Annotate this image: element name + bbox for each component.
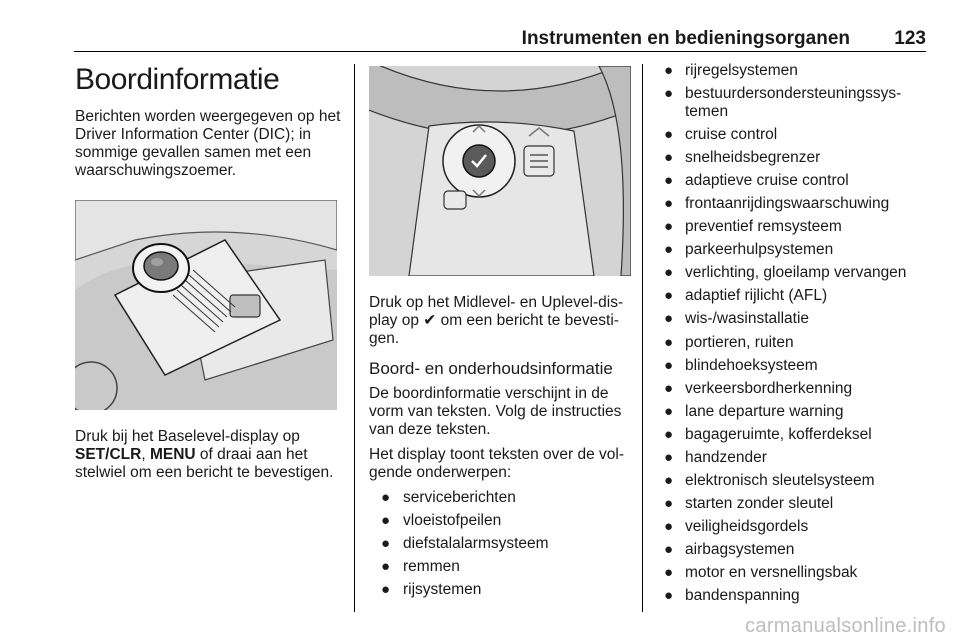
list-item: ● frontaanrijdingswaarschuwing <box>664 195 890 213</box>
list-item: ● rijsystemen <box>381 581 482 599</box>
column-right <box>662 62 932 610</box>
bullet-icon: ● <box>664 218 674 236</box>
list-item: ● parkeerhulpsystemen <box>664 241 834 259</box>
bullet-icon: ● <box>664 448 674 466</box>
bullet-icon: ● <box>664 264 674 282</box>
bullet-icon: ● <box>664 62 674 79</box>
bullet-icon: ● <box>664 195 674 213</box>
topic-list-middle <box>369 489 633 599</box>
intro-paragraph: Berichten worden weergegeven op het Driver Information Center (DIC); in sommige gevallen samen met een waarschuwingszoemer. <box>75 108 341 179</box>
bullet-icon: ● <box>664 85 674 103</box>
column-left <box>75 62 343 489</box>
list-item: ● bestuurdersondersteuningssystemen <box>664 85 902 121</box>
header-title: Instrumenten en bedieningsorganen <box>521 28 850 49</box>
bullet-icon: ● <box>664 172 674 190</box>
list-item: ● wis-/wasinstallatie <box>664 310 810 328</box>
list-item: ● rijregelsystemen <box>664 62 798 79</box>
section-title: Boordinformatie <box>75 63 280 96</box>
bullet-icon: ● <box>664 471 674 489</box>
list-item: ● cruise control <box>664 126 778 144</box>
baselevel-caption: Druk bij het Baselevel-display op SET/CLR, MENU of draai aan het stelwiel om een bericht te bevestigen. <box>75 428 334 481</box>
page-number: 123 <box>894 28 926 49</box>
list-item: ● diefstalalarmsysteem <box>381 535 549 553</box>
bullet-icon: ● <box>381 558 391 576</box>
bullet-icon: ● <box>664 241 674 259</box>
bullet-icon: ● <box>664 356 674 374</box>
bullet-icon: ● <box>381 512 391 530</box>
subsection-title: Boord- en onderhoudsinformatie <box>369 359 613 378</box>
bullet-icon: ● <box>664 126 674 144</box>
bullet-icon: ● <box>664 587 674 605</box>
list-item: ● handzender <box>664 448 767 466</box>
list-item: ● adaptieve cruise control <box>664 172 849 190</box>
steering-wheel-illustration <box>369 66 631 276</box>
bullet-icon: ● <box>381 535 391 553</box>
bullet-icon: ● <box>664 149 674 167</box>
bullet-icon: ● <box>664 425 674 443</box>
set-clr-key: SET/CLR <box>75 446 142 463</box>
list-item: ● portieren, ruiten <box>664 333 794 351</box>
list-item: ● airbagsystemen <box>664 540 795 558</box>
list-item: ● serviceberichten <box>381 489 516 506</box>
bullet-icon: ● <box>664 333 674 351</box>
list-item: ● adaptief rijlicht (AFL) <box>664 287 828 305</box>
bullet-icon: ● <box>381 489 391 506</box>
column-divider <box>354 64 355 612</box>
uplevel-caption: Druk op het Midlevel- en Uplevel-display op ✔ om een bericht te bevestigen. <box>369 294 624 347</box>
column-middle <box>369 62 633 604</box>
bullet-icon: ● <box>664 402 674 420</box>
stalk-illustration <box>75 200 337 410</box>
list-item: ● preventief remsysteem <box>664 218 842 236</box>
list-item: ● bandenspanning <box>664 587 800 605</box>
column-divider <box>642 64 643 612</box>
list-item: ● snelheidsbegrenzer <box>664 149 821 167</box>
bullet-icon: ● <box>664 517 674 535</box>
list-item: ● verkeersbordherkenning <box>664 379 853 397</box>
list-item: ● blindehoeksysteem <box>664 356 818 374</box>
menu-key: MENU <box>149 446 196 463</box>
bullet-icon: ● <box>664 540 674 558</box>
list-item: ● verlichting, gloeilamp vervangen <box>664 264 907 282</box>
list-item: ● veiligheidsgordels <box>664 517 809 535</box>
bullet-icon: ● <box>664 310 674 328</box>
list-item: ● elektronisch sleutelsysteem <box>664 471 875 489</box>
bullet-icon: ● <box>664 379 674 397</box>
list-item: ● motor en versnellingsbak <box>664 563 858 581</box>
info-paragraph-1: De boordinformatie verschijnt in de vorm van teksten. Volg de instructies van deze teksten. <box>369 385 622 438</box>
list-item: ● bagageruimte, kofferdeksel <box>664 425 872 443</box>
bullet-icon: ● <box>664 494 674 512</box>
watermark: carmanualsonline.info <box>745 615 946 637</box>
list-item: ● vloeistofpeilen <box>381 512 502 530</box>
list-item: ● lane departure warning <box>664 402 844 420</box>
bullet-icon: ● <box>664 563 674 581</box>
page-header <box>74 28 926 52</box>
bullet-icon: ● <box>381 581 391 599</box>
list-item: ● starten zonder sleutel <box>664 494 834 512</box>
topic-list-right <box>662 62 932 605</box>
info-paragraph-2: Het display toont teksten over de volgende onderwerpen: <box>369 446 625 481</box>
bullet-icon: ● <box>664 287 674 305</box>
list-item: ● remmen <box>381 558 460 576</box>
